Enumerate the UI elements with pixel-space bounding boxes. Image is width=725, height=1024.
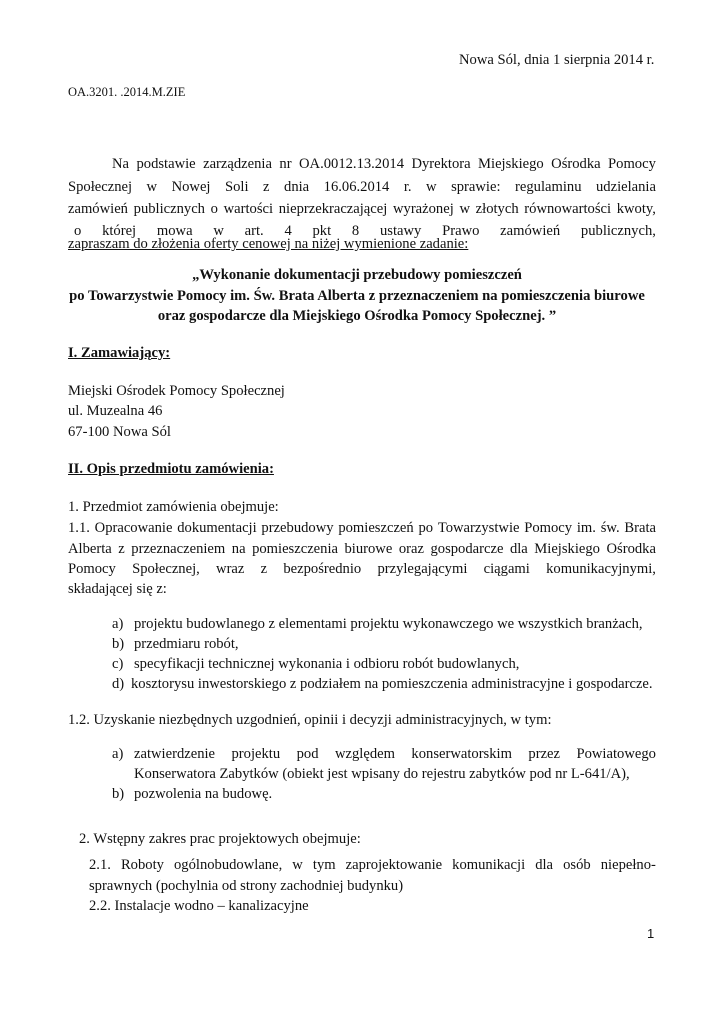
word: im. bbox=[576, 520, 596, 536]
list-1-item-c: specyfikacji technicznej wykonania i odbioru robót budowlanych, bbox=[134, 656, 520, 672]
intro-line-2 bbox=[68, 180, 656, 195]
item-2: 2. Wstępny zakres prac projektowych obejmuje: bbox=[79, 831, 361, 847]
word: niepełno- bbox=[600, 857, 656, 873]
word: po bbox=[418, 520, 434, 536]
list-2-item-a-line-2: Konserwatora Zabytków (obiekt jest wpisany do rejestru zabytków pod nr L-641/A), bbox=[134, 766, 630, 782]
word: 1.1. bbox=[68, 520, 90, 536]
word: biurowe bbox=[344, 541, 393, 557]
word: o bbox=[74, 223, 82, 239]
word: Alberta bbox=[68, 541, 112, 557]
word: Pomocy bbox=[524, 520, 573, 536]
list-2-item-b: pozwolenia na budowę. bbox=[134, 786, 273, 802]
word: publicznych bbox=[133, 201, 205, 217]
word: Dyrektora bbox=[411, 156, 471, 172]
word: sprawie: bbox=[451, 179, 501, 195]
word: pod bbox=[296, 746, 319, 762]
item-2-1-line-1 bbox=[89, 858, 656, 873]
list-2-marker-a: a) bbox=[112, 746, 124, 762]
word: równowartości bbox=[524, 201, 612, 217]
word: r. bbox=[403, 179, 412, 195]
list-1-marker-d: d) bbox=[112, 676, 125, 692]
word: której bbox=[102, 223, 137, 239]
word: złotych bbox=[475, 201, 519, 217]
word: przebudowy bbox=[261, 520, 334, 536]
word: Pomocy bbox=[608, 156, 656, 172]
word: Miejskiego bbox=[478, 156, 544, 172]
word: Soli bbox=[225, 179, 249, 195]
word: ciągami bbox=[483, 561, 530, 577]
word: Na bbox=[112, 156, 130, 172]
word: udzielania bbox=[596, 179, 656, 195]
word: pkt bbox=[312, 223, 332, 239]
word: dla bbox=[509, 541, 528, 557]
item-1-2: 1.2. Uzyskanie niezbędnych uzgodnień, opinii i decyzji administracyjnych, w tym: bbox=[68, 712, 552, 728]
word: 16.06.2014 bbox=[323, 179, 390, 195]
word: bezpośrednio bbox=[283, 561, 362, 577]
word: z bbox=[118, 541, 125, 557]
word: 4 bbox=[284, 223, 292, 239]
word: Powiatowego bbox=[576, 746, 656, 762]
word: zamówień bbox=[68, 201, 128, 217]
word: zarządzenia bbox=[203, 156, 272, 172]
list-2-item-a-line-1 bbox=[134, 747, 656, 762]
item-2-2: 2.2. Instalacje wodno – kanalizacyjne bbox=[89, 898, 309, 914]
word: Ośrodka bbox=[606, 541, 656, 557]
word: Prawo bbox=[442, 223, 480, 239]
word: ustawy bbox=[379, 223, 422, 239]
word: w bbox=[292, 857, 303, 873]
list-2-marker-b: b) bbox=[112, 786, 125, 802]
word: w bbox=[426, 179, 437, 195]
word: Towarzystwie bbox=[437, 520, 520, 536]
word: Nowej bbox=[171, 179, 211, 195]
word: publicznych, bbox=[580, 223, 656, 239]
item-1-1-line-2 bbox=[68, 542, 656, 557]
word: dnia bbox=[284, 179, 310, 195]
orderer-street: ul. Muzealna 46 bbox=[68, 403, 163, 419]
section-2-heading: II. Opis przedmiotu zamówienia: bbox=[68, 461, 274, 477]
task-title-line-3: oraz gospodarcze dla Miejskiego Ośrodka Pomocy Społecznej. ” bbox=[157, 308, 557, 324]
word: Miejskiego bbox=[534, 541, 600, 557]
word: Ośrodka bbox=[551, 156, 601, 172]
word: konserwatorskim bbox=[411, 746, 512, 762]
item-1-1-line-4: składającej się z: bbox=[68, 581, 167, 597]
section-1-heading: I. Zamawiający: bbox=[68, 345, 171, 361]
word: komunikacji bbox=[452, 857, 526, 873]
word: oraz bbox=[398, 541, 424, 557]
item-1-1-line-1 bbox=[68, 521, 656, 536]
word: Pomocy bbox=[68, 561, 116, 577]
word: zamówień bbox=[500, 223, 561, 239]
orderer-city: 67-100 Nowa Sól bbox=[68, 424, 171, 440]
list-1-marker-b: b) bbox=[112, 636, 125, 652]
word: 2.1. bbox=[89, 857, 111, 873]
list-1-marker-c: c) bbox=[112, 656, 124, 672]
word: z bbox=[263, 179, 270, 195]
word: tym bbox=[312, 857, 336, 873]
word: przeznaczeniem bbox=[131, 541, 226, 557]
task-title-line-2: po Towarzystwie Pomocy im. Św. Brata Alberta z przeznaczeniem na pomieszczenia biurowe bbox=[69, 288, 645, 304]
word: św. bbox=[600, 520, 620, 536]
word: art. bbox=[244, 223, 264, 239]
word: zatwierdzenie bbox=[134, 746, 216, 762]
orderer-name: Miejski Ośrodek Pomocy Społecznej bbox=[68, 383, 285, 399]
word: przylegającymi bbox=[377, 561, 468, 577]
word: przez bbox=[528, 746, 561, 762]
word: projektu bbox=[231, 746, 281, 762]
word: względem bbox=[334, 746, 395, 762]
list-1-item-b: przedmiaru robót, bbox=[134, 636, 239, 652]
word: ogólnobudowlane, bbox=[174, 857, 283, 873]
word: w bbox=[146, 179, 158, 195]
word: podstawie bbox=[136, 156, 196, 172]
intro-line-1 bbox=[112, 157, 656, 172]
intro-line-3 bbox=[68, 202, 656, 217]
item-1: 1. Przedmiot zamówienia obejmuje: bbox=[68, 499, 279, 515]
list-1-item-a: projektu budowlanego z elementami projektu wykonawczego we wszystkich branżach, bbox=[134, 616, 643, 632]
item-1-1-line-3 bbox=[68, 562, 656, 577]
word: Społecznej bbox=[68, 179, 133, 195]
word: nieprzekraczającej bbox=[278, 201, 388, 217]
word: na bbox=[231, 541, 246, 557]
word: Roboty bbox=[120, 857, 164, 873]
word: wartości bbox=[223, 201, 274, 217]
word: Brata bbox=[624, 520, 656, 536]
word: Społecznej, bbox=[132, 561, 200, 577]
word: wraz bbox=[216, 561, 245, 577]
word: wyrażonej bbox=[392, 201, 454, 217]
task-title-line-1: „Wykonanie dokumentacji przebudowy pomieszczeń bbox=[192, 267, 522, 283]
word: komunikacyjnymi, bbox=[546, 561, 656, 577]
word: 8 bbox=[351, 223, 360, 239]
list-1-marker-a: a) bbox=[112, 616, 124, 632]
word: z bbox=[260, 561, 268, 577]
word: w bbox=[213, 223, 224, 239]
word: OA.0012.13.2014 bbox=[299, 156, 404, 172]
word: Opracowanie bbox=[94, 520, 173, 536]
word: mowa bbox=[156, 223, 193, 239]
word: zaprojektowanie bbox=[345, 857, 443, 873]
page-number: 1 bbox=[647, 926, 655, 941]
list-1-item-d: kosztorysu inwestorskiego z podziałem na pomieszczenia administracyjne i gospodarcze. bbox=[131, 676, 653, 692]
reference-number: OA.3201. .2014.M.ZIE bbox=[68, 85, 186, 99]
word: pomieszczeń bbox=[338, 520, 414, 536]
word: dla bbox=[535, 857, 554, 873]
word: pomieszczenia bbox=[252, 541, 338, 557]
word: regulaminu bbox=[515, 179, 582, 195]
item-2-1-line-2: sprawnych (pochylnia od strony zachodniej budynku) bbox=[89, 878, 404, 894]
word: gospodarcze bbox=[430, 541, 504, 557]
word: osób bbox=[563, 857, 591, 873]
word: kwoty, bbox=[616, 201, 656, 217]
word: dokumentacji bbox=[177, 520, 257, 536]
word: nr bbox=[279, 156, 292, 172]
word: w bbox=[459, 201, 470, 217]
word: o bbox=[210, 201, 218, 217]
intro-invitation: zapraszam do złożenia oferty cenowej na niżej wymienione zadanie: bbox=[68, 236, 469, 252]
place-date: Nowa Sól, dnia 1 sierpnia 2014 r. bbox=[459, 52, 655, 68]
